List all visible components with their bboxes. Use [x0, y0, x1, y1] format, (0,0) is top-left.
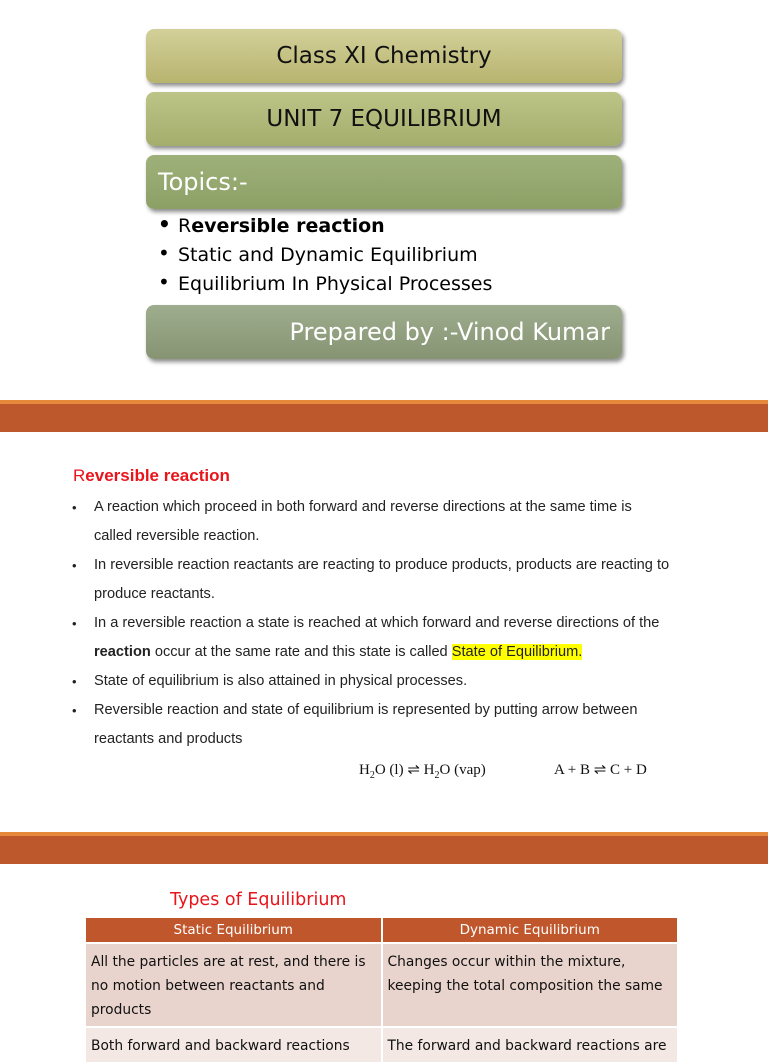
- list-item: • In a reversible reaction a state is reached at which forward and reverse directions of the reaction occur at the same rate and this state is called State of Equilibrium.: [72, 609, 672, 667]
- topics-heading: Topics:-: [158, 168, 248, 196]
- table-cell: The forward and backward reactions are: [382, 1027, 678, 1062]
- slide-title: Reversible reaction: [73, 466, 230, 485]
- table-cell: Changes occur within the mixture, keeping the total composition the same: [382, 943, 678, 1027]
- list-item: • A reaction which proceed in both forward and reverse directions at the same time is called reversible reaction.: [72, 493, 672, 551]
- course-title-box: [146, 29, 622, 83]
- course-title: Class XI Chemistry: [276, 43, 492, 69]
- unit-title-box: [146, 92, 622, 146]
- author-box: [146, 305, 622, 359]
- column-header: Static Equilibrium: [86, 918, 382, 943]
- slide-divider-bar: [0, 400, 768, 432]
- table-row: [86, 1027, 677, 1062]
- column-header: Dynamic Equilibrium: [382, 918, 678, 943]
- table-header-row: [86, 918, 677, 943]
- unit-title: UNIT 7 EQUILIBRIUM: [266, 106, 502, 132]
- list-item: • Reversible reaction: [158, 212, 492, 241]
- list-item: • Equilibrium In Physical Processes: [158, 270, 492, 299]
- equilibrium-arrow-icon: ⇌: [407, 762, 420, 778]
- equilibrium-comparison-table: [86, 918, 677, 1062]
- reversible-reaction-bullets: [72, 493, 672, 754]
- slide-title: Types of Equilibrium: [170, 890, 347, 910]
- topics-list: [158, 212, 492, 299]
- water-equation: $H_2O$ (l) ⇌ $H_2O$ (vap): [359, 762, 486, 781]
- table-row: [86, 943, 677, 1027]
- list-item: • Static and Dynamic Equilibrium: [158, 241, 492, 270]
- title-slide: [0, 0, 768, 400]
- highlighted-term: State of Equilibrium.: [451, 644, 583, 660]
- generic-equation: A + B ⇌ C + D: [554, 762, 647, 778]
- list-item: • Reversible reaction and state of equilibrium is represented by putting arrow between reactants and products: [72, 696, 672, 754]
- topics-heading-box: [146, 155, 622, 209]
- table-cell: Both forward and backward reactions: [86, 1027, 382, 1062]
- list-item: • In reversible reaction reactants are reacting to produce products, products are reacting to produce reactants.: [72, 551, 672, 609]
- table-cell: All the particles are at rest, and there is no motion between reactants and products: [86, 943, 382, 1027]
- list-item: • State of equilibrium is also attained in physical processes.: [72, 667, 672, 696]
- author-credit: Prepared by :-Vinod Kumar: [289, 318, 610, 346]
- slide-divider-bar: [0, 832, 768, 864]
